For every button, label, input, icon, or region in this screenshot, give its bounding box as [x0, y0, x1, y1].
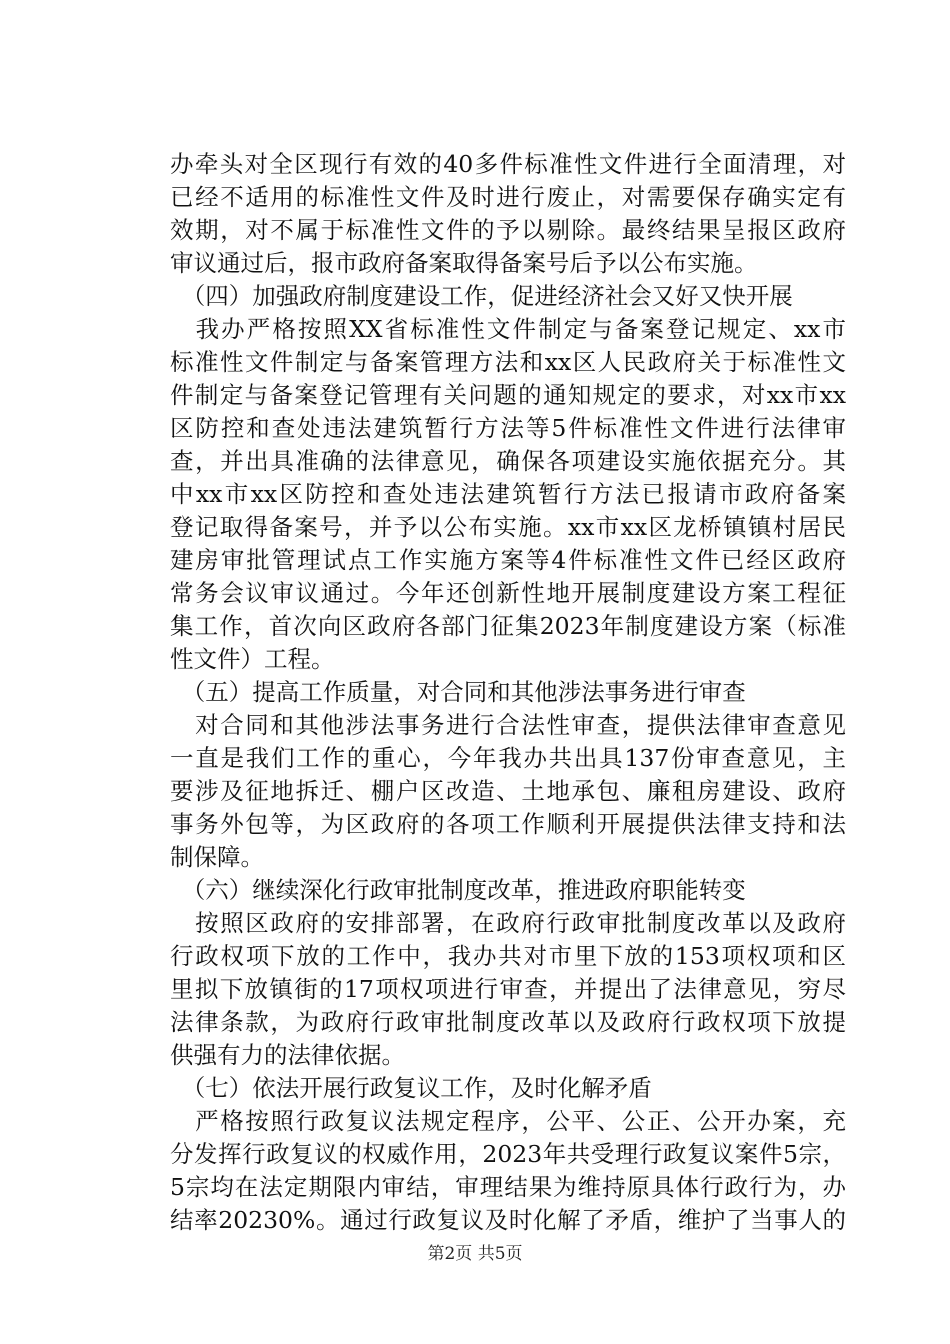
text-line: 建房审批管理试点工作实施方案等4件标准性文件已经区政府 [170, 546, 846, 574]
text-line: 审议通过后，报市政府备案取得备案号后予以公布实施。 [170, 249, 758, 277]
text-line: 分发挥行政复议的权威作用，2023年共受理行政复议案件5宗， [170, 1140, 846, 1168]
text-line: 供强有力的法律依据。 [170, 1041, 405, 1069]
text-line: 要涉及征地拆迁、棚户区改造、土地承包、廉租房建设、政府 [170, 777, 846, 805]
text-line: 行政权项下放的工作中，我办共对市里下放的153项权项和区 [170, 942, 846, 970]
text-line: （四）加强政府制度建设工作，促进经济社会又好又快开展 [170, 282, 793, 310]
text-line: （五）提高工作质量，对合同和其他涉法事务进行审查 [170, 678, 746, 706]
text-line: 标准性文件制定与备案管理方法和xx区人民政府关于标准性文 [170, 348, 846, 376]
text-line: 已经不适用的标准性文件及时进行废止，对需要保存确实定有 [170, 183, 846, 211]
text-line: （六）继续深化行政审批制度改革，推进政府职能转变 [170, 876, 746, 904]
text-line: 里拟下放镇街的17项权项进行审查，并提出了法律意见，穷尽 [170, 975, 846, 1003]
text-line: 件制定与备案登记管理有关问题的通知规定的要求，对xx市xx [170, 381, 846, 409]
text-line: 严格按照行政复议法规定程序，公平、公正、公开办案，充 [170, 1107, 846, 1135]
text-line: 我办严格按照XX省标准性文件制定与备案登记规定、xx市 [170, 315, 846, 343]
text-line: 法律条款，为政府行政审批制度改革以及政府行政权项下放提 [170, 1008, 846, 1036]
text-line: 集工作，首次向区政府各部门征集2023年制度建设方案（标准 [170, 612, 846, 640]
text-line: 性文件）工程。 [170, 645, 335, 673]
text-line: 常务会议审议通过。今年还创新性地开展制度建设方案工程征 [170, 579, 846, 607]
text-line: 制保障。 [170, 843, 264, 871]
page-footer: 第2页 共5页 [427, 1244, 523, 1264]
text-line: 办牵头对全区现行有效的40多件标准性文件进行全面清理，对 [170, 150, 846, 178]
text-line: 按照区政府的安排部署，在政府行政审批制度改革以及政府 [170, 909, 846, 937]
document-body [170, 148, 846, 1237]
text-line: 登记取得备案号，并予以公布实施。xx市xx区龙桥镇镇村居民 [170, 513, 846, 541]
text-line: （七）依法开展行政复议工作，及时化解矛盾 [170, 1074, 652, 1102]
text-line: 事务外包等，为区政府的各项工作顺利开展提供法律支持和法 [170, 810, 846, 838]
text-line: 对合同和其他涉法事务进行合法性审查，提供法律审查意见 [170, 711, 846, 739]
text-line: 区防控和查处违法建筑暂行方法等5件标准性文件进行法律审 [170, 414, 846, 442]
text-line: 效期，对不属于标准性文件的予以剔除。最终结果呈报区政府 [170, 216, 846, 244]
text-line: 一直是我们工作的重心，今年我办共出具137份审查意见，主 [170, 744, 846, 772]
text-line: 查，并出具准确的法律意见，确保各项建设实施依据充分。其 [170, 447, 846, 475]
text-line: 5宗均在法定期限内审结，审理结果为维持原具体行政行为，办 [170, 1173, 846, 1201]
text-line: 结率20230%。通过行政复议及时化解了矛盾，维护了当事人的 [170, 1206, 846, 1234]
text-line: 中xx市xx区防控和查处违法建筑暂行方法已报请市政府备案 [170, 480, 846, 508]
